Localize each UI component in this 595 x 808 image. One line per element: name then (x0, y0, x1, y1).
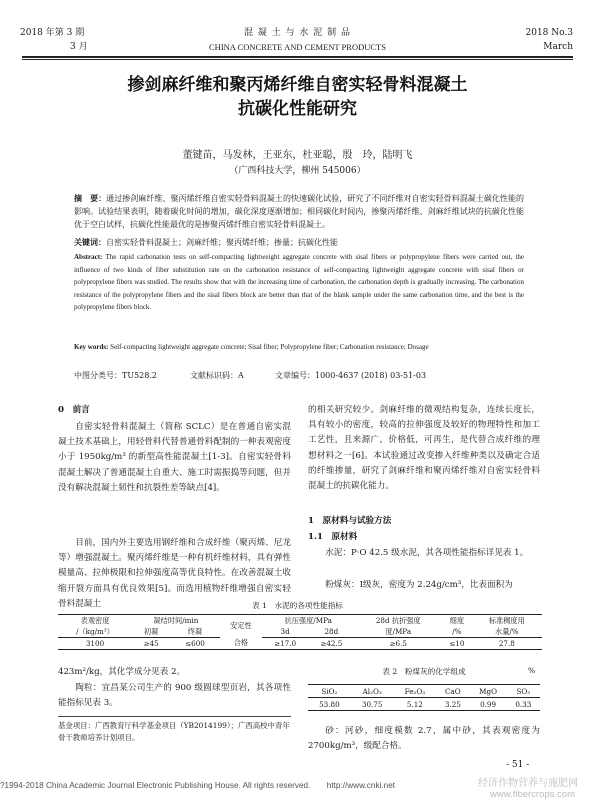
keywords-en (74, 341, 524, 367)
table-cell: 27.8 (472, 638, 542, 650)
author-list: 董键苗，马发林，王亚东，杜亚聪，殷 玲，陆明飞 (182, 150, 413, 161)
header-rule (22, 56, 573, 58)
table-cell: ≥6.5 (354, 638, 442, 650)
table1-header-final: 终凝 (170, 626, 220, 638)
intro-paragraph-3: 的相关研究较少。剑麻纤维的微观结构复杂，连续长度长，具有较小的密度，较高的拉伸强度及较好的物理特性和加工工艺性，且来源广，价格低，可再生，是代替合成纤维的理想材料之一[6]。本试验通过改变掺入纤维种类以及确定合适的纤维掺量，研究了剑麻纤维和聚丙烯纤维对自密实轻骨料混凝土的抗碳化能力。 (308, 405, 540, 492)
keywords-en-text: Self-compacting lightweight aggregate concrete; Sisal fiber; Polypropylene fiber; Carbonation resistance; Dosage (110, 343, 429, 351)
table-row (58, 638, 542, 650)
author-affiliation: （广西科技大学，柳州 545006） (229, 166, 366, 176)
table-cell: ≥42.5 (308, 638, 354, 650)
table-cell: 合格 (220, 638, 262, 650)
copyright-footer: ?1994-2018 China Academic Journal Electronic Publishing House. All rights reserved. http://www.cnki.net (0, 781, 396, 790)
fund-note: 基金项目：广西教育厅科学基金项目（YB2014199）；广西高校中青年骨干教师培养计划项目。 (58, 721, 290, 742)
cement-properties-table (58, 614, 542, 650)
table1-header-density-unit: /（kg/m³） (58, 626, 132, 638)
keywords-cn-label: 关键词： (74, 237, 106, 247)
header-rule-thin (22, 59, 573, 60)
document-code: 文献标识码：A (190, 371, 244, 380)
table1-header-28d: 28d (308, 626, 354, 638)
table2-caption: 表 2 粉煤灰的化学组成 (382, 667, 466, 676)
keywords-cn-text: 自密实轻骨料混凝土；剑麻纤维；聚丙烯纤维；掺量；抗碳化性能 (106, 238, 338, 247)
abstract-cn (74, 192, 524, 234)
table1-header-setting: 凝结时间/min (132, 615, 220, 627)
table1-header-flexural: 28d 抗折强度 (354, 615, 442, 627)
article-title-line1: 掺剑麻纤维和聚丙烯纤维自密实轻骨料混凝土 (127, 75, 468, 95)
table2-unit: % (528, 666, 536, 675)
table2-header: Fe₂O₃ (394, 685, 437, 698)
ceramsite-paragraph: 陶粒：宜昌某公司生产的 900 级圆球型页岩，其各项性能指标见表 3。 (58, 683, 291, 709)
issue-label: 2018 年第 3 期 (20, 28, 85, 38)
keywords-cn (74, 236, 524, 249)
table-cell: 0.33 (507, 698, 540, 711)
keywords-en-label: Key words: (74, 343, 109, 351)
cement-paragraph: 水泥：P·O 42.5 级水泥，其各项性能指标详见表 1。 (325, 548, 529, 558)
table1-header-initial: 初凝 (132, 626, 170, 638)
table-cell: 3.25 (436, 698, 469, 711)
table-cell: ≥45 (132, 638, 170, 650)
article-number: 文章编号：1000-4637 (2018) 03-51-03 (275, 371, 427, 380)
month-en: March (543, 42, 573, 52)
footnote-rule (58, 716, 291, 717)
journal-title-en: CHINA CONCRETE AND CEMENT PRODUCTS (209, 42, 386, 52)
table-cell: 3100 (58, 638, 132, 650)
page-number: - 51 - (506, 760, 530, 770)
table1-header-fineness-unit: /% (442, 626, 472, 638)
issue-number-en: 2018 No.3 (525, 28, 573, 38)
table1-header-3d: 3d (262, 626, 308, 638)
clc-number: 中图分类号：TU528.2 (74, 371, 157, 380)
table1-header-fineness: 细度 (442, 615, 472, 627)
table1-header-water: 标准稠度用 (472, 615, 542, 627)
table-cell: 53.80 (308, 698, 351, 711)
abstract-cn-label: 摘 要： (74, 193, 107, 203)
table1-header-flexural-unit: 度/MPa (354, 626, 442, 638)
table1-header-water-unit: 水量/% (472, 626, 542, 638)
table-row (308, 698, 540, 711)
table-cell: 30.75 (351, 698, 394, 711)
flyash-composition-table (308, 684, 540, 711)
flyash-surface-paragraph: 423m²/kg，其化学成分见表 2。 (58, 667, 186, 677)
table1-caption: 表 1 水泥的各项性能指标 (252, 601, 343, 610)
table-cell: ≤10 (442, 638, 472, 650)
table2-header: SO₃ (507, 685, 540, 698)
table1-header-stability: 安定性 (220, 615, 262, 638)
table2-header: SiO₂ (308, 685, 351, 698)
table1-header-density: 表观密度 (58, 615, 132, 627)
intro-paragraph-1: 自密实轻骨料混凝土（简称 SCLC）是在普通自密实混凝土技术基础上，用轻骨料代替普通骨料配制的一种表观密度小于 1950kg/m³ 的新型高性能混凝土[1-3]。自密实轻骨料混凝土解决了普通混凝土自重大、施工时需振捣等问题，但并没有解决混凝土韧性和抗裂性差等缺点[4]。 (58, 422, 291, 493)
subsection-heading-raw: 1.1 原材料 (308, 532, 358, 542)
table2-header: CaO (436, 685, 469, 698)
abstract-en-label: Abstract: (74, 253, 103, 261)
table2-header: Al₂O₃ (351, 685, 394, 698)
section-heading-materials: 1 原材料与试验方法 (308, 516, 392, 526)
journal-title-cn: 混 凝 土 与 水 泥 制 品 (243, 28, 352, 38)
abstract-cn-text: 通过掺剑麻纤维、聚丙烯纤维自密实轻骨料混凝土的快速碳化试验，研究了不同纤维对自密实轻骨料混凝土碳化性能的影响。试验结果表明，随着碳化时间的增加，碳化深度逐渐增加；相同碳化时间内，掺聚丙烯纤维、剑麻纤维试块的抗碳化性能优于空白试样，抗碳化性能最优的是掺聚丙烯纤维自密实轻骨料混凝土。 (74, 194, 524, 229)
abstract-en (74, 251, 524, 341)
sand-paragraph: 砂：河砂，细度模数 2.7，属中砂，其表观密度为 2700kg/m³，级配合格。 (308, 726, 540, 752)
abstract-en-text: The rapid carbonation tests on self-compacting lightweight aggregate concrete with sisal fibers or polypropylene fibers were carried out, the influence of two kinds of fiber substitution rate on the carbonation resistance of self-compacting lightweight aggregate concrete with sisal fibers or polypropylene fibers was studied. The results show that with the increasing time of carbonation, the carbonation depth is gradually increasing. The carbonation resistance of the polypropylene fibers and the sisal fibers block are better than that of the blank sample under the same carbonation time, and the best is the polypropylene fibers block. (74, 253, 524, 311)
table1-header-strength: 抗压强度/MPa (262, 615, 355, 627)
article-title-line2: 抗碳化性能研究 (238, 99, 357, 119)
month-label: 3 月 (70, 42, 88, 52)
watermark-url: www.fibercrops.com (490, 789, 575, 800)
section-heading-intro: 0 前言 (58, 405, 90, 415)
table-cell: ≥17.0 (262, 638, 308, 650)
table-cell: 5.12 (394, 698, 437, 711)
table2-header: MgO (470, 685, 507, 698)
table-cell: 0.99 (470, 698, 507, 711)
table-cell: ≤600 (170, 638, 220, 650)
watermark-cn: 经济作物营养与施肥网 (478, 778, 578, 789)
intro-paragraph-2: 目前，国内外主要选用钢纤维和合成纤维（聚丙烯、尼龙等）增强混凝土。聚丙烯纤维是一种有机纤维材料，具有弹性模量高、拉伸极限和拉伸强度高等优良特性。在改善混凝土收缩开裂方面具有优良效果[5]。而选用植物纤维增强自密实轻骨料混凝土 (58, 538, 291, 609)
flyash-paragraph: 粉煤灰：Ⅰ级灰，密度为 2.24g/cm³，比表面积为 (325, 580, 513, 590)
